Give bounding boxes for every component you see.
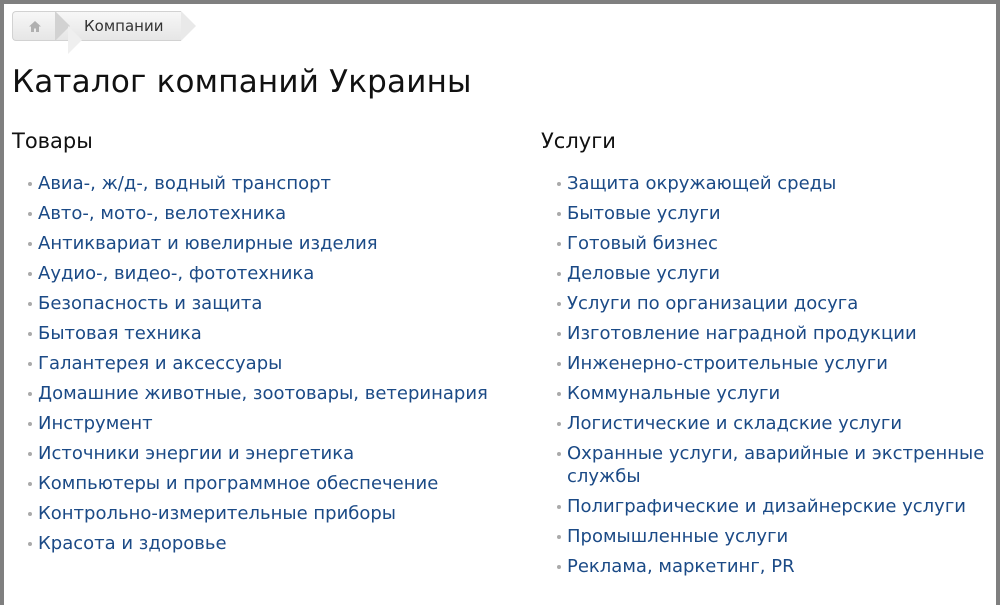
- list-item: [541, 232, 991, 255]
- list-item: [541, 442, 991, 488]
- list-item: [541, 202, 991, 225]
- breadcrumb-current-label: Компании: [84, 17, 164, 35]
- bullet-icon: [28, 362, 32, 366]
- list-item: [12, 412, 522, 435]
- category-link[interactable]: Коммунальные услуги: [567, 383, 781, 404]
- category-link[interactable]: Компьютеры и программное обеспечение: [38, 473, 439, 494]
- bullet-icon: [557, 302, 561, 306]
- list-item: [541, 262, 991, 285]
- page-frame: [4, 4, 996, 605]
- breadcrumb-current[interactable]: [56, 11, 181, 41]
- bullet-icon: [28, 542, 32, 546]
- list-item: [12, 292, 522, 315]
- bullet-icon: [28, 452, 32, 456]
- services-heading: Услуги: [541, 129, 616, 153]
- page-title: Каталог компаний Украины: [12, 64, 472, 100]
- bullet-icon: [28, 332, 32, 336]
- list-item: [12, 322, 522, 345]
- bullet-icon: [28, 212, 32, 216]
- bullet-icon: [28, 392, 32, 396]
- category-link[interactable]: Инструмент: [38, 413, 153, 434]
- category-link[interactable]: Логистические и складские услуги: [567, 413, 903, 434]
- category-link[interactable]: Безопасность и защита: [38, 293, 263, 314]
- category-link[interactable]: Бытовая техника: [38, 323, 202, 344]
- list-item: [12, 472, 522, 495]
- category-link[interactable]: Контрольно-измерительные приборы: [38, 503, 397, 524]
- list-item: [12, 382, 522, 405]
- list-item: [541, 525, 991, 548]
- bullet-icon: [28, 422, 32, 426]
- category-link[interactable]: Антиквариат и ювелирные изделия: [38, 233, 378, 254]
- category-link[interactable]: Авиа-, ж/д-, водный транспорт: [38, 173, 332, 194]
- bullet-icon: [557, 452, 561, 456]
- list-item: [12, 532, 522, 555]
- goods-heading: Товары: [12, 129, 93, 153]
- breadcrumb-separator: [55, 11, 70, 41]
- bullet-icon: [28, 242, 32, 246]
- category-link[interactable]: Изготовление наградной продукции: [567, 323, 917, 344]
- category-link[interactable]: Охранные услуги, аварийные и экстренные службы: [567, 443, 985, 487]
- list-item: [12, 442, 522, 465]
- list-item: [541, 412, 991, 435]
- bullet-icon: [557, 182, 561, 186]
- category-link[interactable]: Защита окружающей среды: [567, 173, 837, 194]
- list-item: [12, 232, 522, 255]
- bullet-icon: [557, 242, 561, 246]
- list-item: [541, 352, 991, 375]
- services-list: [541, 172, 991, 578]
- list-item: [12, 352, 522, 375]
- category-link[interactable]: Бытовые услуги: [567, 203, 721, 224]
- list-item: [541, 382, 991, 405]
- category-link[interactable]: Промышленные услуги: [567, 526, 789, 547]
- list-item: [541, 292, 991, 315]
- category-link[interactable]: Красота и здоровье: [38, 533, 227, 554]
- bullet-icon: [557, 392, 561, 396]
- bullet-icon: [28, 482, 32, 486]
- bullet-icon: [28, 272, 32, 276]
- bullet-icon: [557, 565, 561, 569]
- list-item: [12, 262, 522, 285]
- bullet-icon: [557, 422, 561, 426]
- bullet-icon: [557, 362, 561, 366]
- list-item: [541, 495, 991, 518]
- category-link[interactable]: Услуги по организации досуга: [567, 293, 859, 314]
- bullet-icon: [28, 182, 32, 186]
- services-section: [541, 129, 991, 585]
- category-link[interactable]: Источники энергии и энергетика: [38, 443, 355, 464]
- goods-section: [12, 129, 522, 562]
- list-item: [541, 322, 991, 345]
- category-link[interactable]: Инженерно-строительные услуги: [567, 353, 888, 374]
- home-icon: [28, 20, 42, 33]
- category-link[interactable]: Готовый бизнес: [567, 233, 718, 254]
- goods-list: [12, 172, 522, 555]
- list-item: [12, 202, 522, 225]
- category-link[interactable]: Реклама, маркетинг, PR: [567, 556, 795, 577]
- list-item: [12, 502, 522, 525]
- category-link[interactable]: Домашние животные, зоотовары, ветеринария: [38, 383, 488, 404]
- bullet-icon: [557, 212, 561, 216]
- breadcrumb: [12, 11, 181, 41]
- bullet-icon: [28, 512, 32, 516]
- bullet-icon: [557, 505, 561, 509]
- bullet-icon: [28, 302, 32, 306]
- category-link[interactable]: Полиграфические и дизайнерские услуги: [567, 496, 966, 517]
- bullet-icon: [557, 332, 561, 336]
- list-item: [541, 172, 991, 195]
- list-item: [541, 555, 991, 578]
- breadcrumb-home[interactable]: [12, 11, 56, 41]
- category-link[interactable]: Авто-, мото-, велотехника: [38, 203, 287, 224]
- list-item: [12, 172, 522, 195]
- category-link[interactable]: Аудио-, видео-, фототехника: [38, 263, 315, 284]
- bullet-icon: [557, 272, 561, 276]
- bullet-icon: [557, 535, 561, 539]
- category-link[interactable]: Деловые услуги: [567, 263, 721, 284]
- category-link[interactable]: Галантерея и аксессуары: [38, 353, 283, 374]
